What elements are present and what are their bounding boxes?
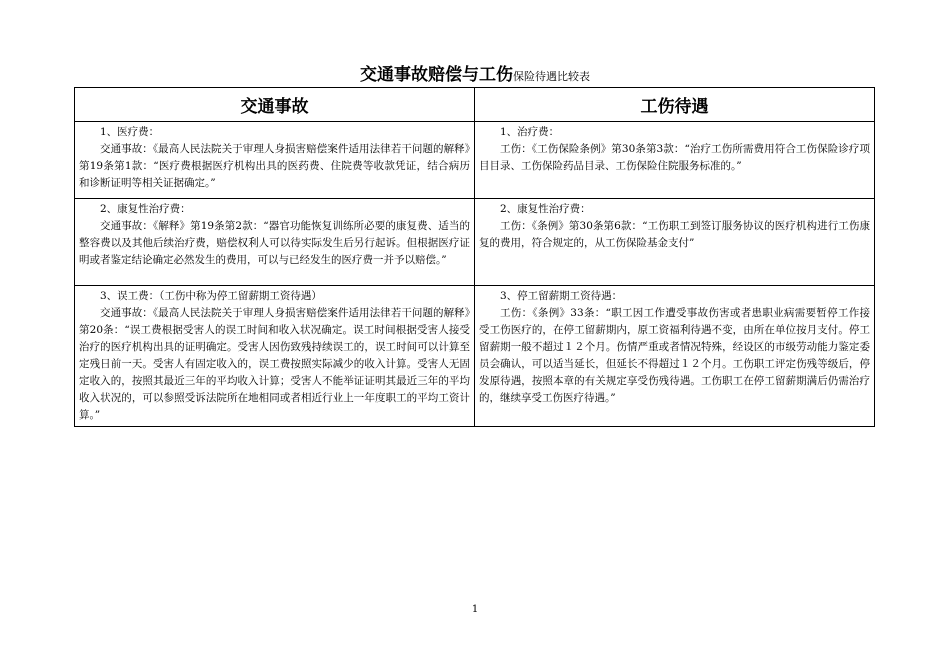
table-header-row xyxy=(75,88,875,122)
document-title xyxy=(0,60,950,85)
title-main: 交通事故赔偿与工伤 xyxy=(360,65,513,85)
cell-subtitle: 2、康复性治疗费： xyxy=(500,203,591,215)
cell-left xyxy=(75,286,475,427)
cell-text: 工伤：《条例》第30条第6款：“工伤职工到签订服务协议的医疗机构进行工伤康复的费用，符合规定的，从工伤保险基金支付” xyxy=(479,220,870,249)
cell-right xyxy=(475,199,875,286)
cell-right xyxy=(475,122,875,199)
page-number: 1 xyxy=(471,604,479,615)
title-subtitle: 保险待遇比较表 xyxy=(513,70,590,83)
cell-subtitle: 3、停工留薪期工资待遇： xyxy=(500,290,623,302)
cell-subtitle: 3、误工费：（工伤中称为停工留薪期工资待遇） xyxy=(100,290,322,302)
cell-left xyxy=(75,199,475,286)
cell-subtitle: 2、康复性治疗费： xyxy=(100,203,191,215)
cell-text: 交通事故：《最高人民法院关于审理人身损害赔偿案件适用法律若干问题的解释》第19条第1款：“医疗费根据医疗机构出具的医药费、住院费等收款凭证，结合病历和诊断证明等相关证据确定。” xyxy=(79,143,470,189)
cell-text: 工伤：《条例》33条：“职工因工作遭受事故伤害或者患职业病需要暂停工作接受工伤医疗的，在停工留薪期内，原工资福利待遇不变，由所在单位按月支付。停工留薪期一般不超过１２个月。伤情严重或者情况特殊，经设区的市级劳动能力鉴定委员会确认，可以适当延长，但延长不得超过１２个月。工伤职工评定伤残等级后，停发原待遇，按照本章的有关规定享受伤残待遇。工伤职工在停工留薪期满后仍需治疗的，继续享受工伤医疗待遇。” xyxy=(479,307,870,404)
table-row xyxy=(75,122,875,199)
cell-subtitle: 1、治疗费： xyxy=(500,126,560,138)
cell-subtitle: 1、医疗费： xyxy=(100,126,160,138)
cell-text: 交通事故：《最高人民法院关于审理人身损害赔偿案件适用法律若干问题的解释》第20条：“误工费根据受害人的误工时间和收入状况确定。误工时间根据受害人接受治疗的医疗机构出具的证明确定。受害人因伤致残持续误工的，误工时间可以计算至定残日前一天。受害人有固定收入的，误工费按照实际减少的收入计算。受害人无固定收入的，按照其最近三年的平均收入计算；受害人不能举证证明其最近三年的平均收入状况的，可以参照受诉法院所在地相同或者相近行业上一年度职工的平均工资计算。” xyxy=(79,307,470,421)
cell-text: 工伤：《工伤保险条例》第30条第3款：“治疗工伤所需费用符合工伤保险诊疗项目目录、工伤保险药品目录、工伤保险住院服务标准的。” xyxy=(479,143,870,172)
table-row xyxy=(75,286,875,427)
cell-right xyxy=(475,286,875,427)
comparison-table xyxy=(74,87,875,427)
cell-text: 交通事故：《解释》第19条第2款：“器官功能恢复训练所必要的康复费、适当的整容费以及其他后续治疗费，赔偿权利人可以待实际发生后另行起诉。但根据医疗证明或者鉴定结论确定必然发生的费用，可以与已经发生的医疗费一并予以赔偿。” xyxy=(79,220,470,266)
header-work-injury: 工伤待遇 xyxy=(475,88,875,122)
cell-left xyxy=(75,122,475,199)
table-row xyxy=(75,199,875,286)
header-traffic-accident: 交通事故 xyxy=(75,88,475,122)
